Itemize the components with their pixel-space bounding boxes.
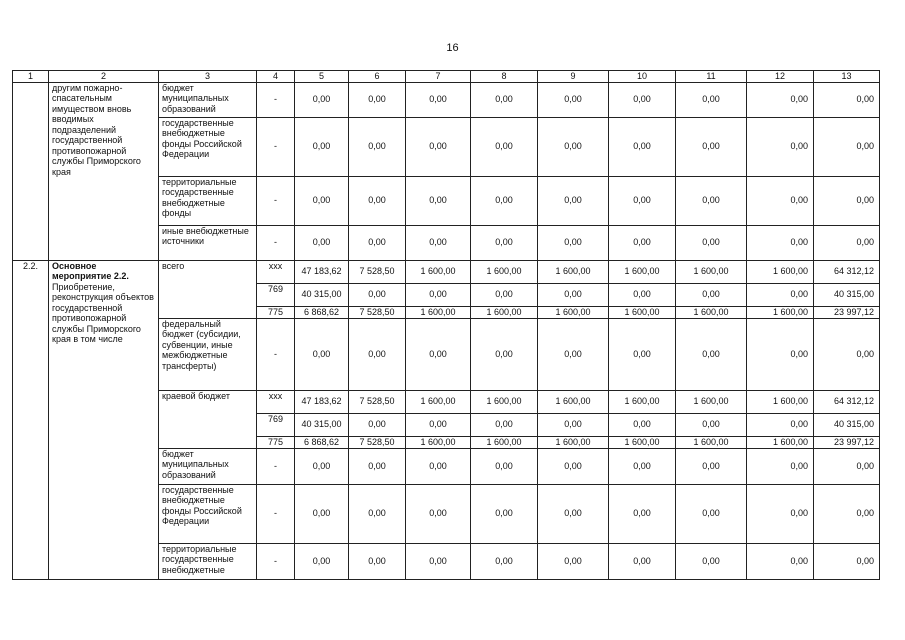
value-cell: 0,00 bbox=[676, 82, 747, 117]
source-cell: всего bbox=[159, 260, 257, 318]
value-cell: 0,00 bbox=[538, 484, 609, 543]
value-cell: 1 600,00 bbox=[471, 390, 538, 413]
value-cell: 0,00 bbox=[609, 484, 676, 543]
value-cell: 0,00 bbox=[349, 283, 406, 306]
value-cell: 0,00 bbox=[349, 543, 406, 579]
value-cell: 0,00 bbox=[609, 413, 676, 436]
measure-name-cell: другим пожарно-спасательным имуществом вновь вводимых подразделений государственной противопожарной службы Приморского края bbox=[49, 82, 159, 260]
value-cell: 0,00 bbox=[747, 448, 814, 484]
value-cell: 0,00 bbox=[406, 176, 471, 225]
row-number-cell: 2.2. bbox=[13, 260, 49, 579]
value-cell: 0,00 bbox=[295, 448, 349, 484]
value-cell: 1 600,00 bbox=[471, 306, 538, 318]
value-cell: 0,00 bbox=[609, 318, 676, 390]
value-cell: 47 183,62 bbox=[295, 260, 349, 283]
value-cell: 0,00 bbox=[538, 543, 609, 579]
value-cell: 1 600,00 bbox=[676, 436, 747, 448]
value-cell: 40 315,00 bbox=[814, 413, 880, 436]
value-cell: 0,00 bbox=[609, 448, 676, 484]
source-cell: бюджет муниципальных образований bbox=[159, 448, 257, 484]
value-cell: 1 600,00 bbox=[406, 260, 471, 283]
value-cell: 0,00 bbox=[676, 448, 747, 484]
header-cell: 7 bbox=[406, 71, 471, 83]
value-cell: 0,00 bbox=[538, 82, 609, 117]
value-cell: 1 600,00 bbox=[406, 306, 471, 318]
code-cell: - bbox=[257, 484, 295, 543]
value-cell: 0,00 bbox=[406, 225, 471, 260]
value-cell: 0,00 bbox=[609, 225, 676, 260]
value-cell: 0,00 bbox=[676, 117, 747, 176]
value-cell: 0,00 bbox=[747, 318, 814, 390]
value-cell: 1 600,00 bbox=[538, 260, 609, 283]
value-cell: 0,00 bbox=[538, 283, 609, 306]
value-cell: 1 600,00 bbox=[471, 260, 538, 283]
value-cell: 1 600,00 bbox=[538, 390, 609, 413]
value-cell: 0,00 bbox=[814, 484, 880, 543]
value-cell: 0,00 bbox=[471, 117, 538, 176]
row-number-cell bbox=[13, 82, 49, 260]
code-cell: - bbox=[257, 117, 295, 176]
value-cell: 0,00 bbox=[609, 117, 676, 176]
value-cell: 0,00 bbox=[814, 225, 880, 260]
code-cell: 775 bbox=[257, 436, 295, 448]
value-cell: 0,00 bbox=[471, 283, 538, 306]
value-cell: 0,00 bbox=[814, 448, 880, 484]
budget-table bbox=[12, 70, 880, 580]
value-cell: 0,00 bbox=[676, 484, 747, 543]
value-cell: 64 312,12 bbox=[814, 260, 880, 283]
header-cell: 11 bbox=[676, 71, 747, 83]
value-cell: 1 600,00 bbox=[747, 260, 814, 283]
value-cell: 1 600,00 bbox=[747, 306, 814, 318]
value-cell: 1 600,00 bbox=[538, 436, 609, 448]
value-cell: 0,00 bbox=[676, 413, 747, 436]
source-cell: иные внебюджетные источники bbox=[159, 225, 257, 260]
table-row bbox=[13, 260, 880, 283]
value-cell: 0,00 bbox=[471, 448, 538, 484]
code-cell: - bbox=[257, 543, 295, 579]
code-cell: 775 bbox=[257, 306, 295, 318]
value-cell: 0,00 bbox=[609, 283, 676, 306]
value-cell: 0,00 bbox=[538, 117, 609, 176]
value-cell: 0,00 bbox=[609, 176, 676, 225]
value-cell: 64 312,12 bbox=[814, 390, 880, 413]
value-cell: 0,00 bbox=[406, 448, 471, 484]
value-cell: 0,00 bbox=[747, 117, 814, 176]
value-cell: 0,00 bbox=[747, 176, 814, 225]
code-cell: 769 bbox=[257, 413, 295, 436]
value-cell: 7 528,50 bbox=[349, 436, 406, 448]
value-cell: 40 315,00 bbox=[295, 283, 349, 306]
source-cell: краевой бюджет bbox=[159, 390, 257, 448]
value-cell: 0,00 bbox=[406, 117, 471, 176]
value-cell: 0,00 bbox=[406, 413, 471, 436]
value-cell: 0,00 bbox=[471, 318, 538, 390]
header-cell: 13 bbox=[814, 71, 880, 83]
value-cell: 0,00 bbox=[609, 82, 676, 117]
table-row bbox=[13, 82, 880, 117]
value-cell: 7 528,50 bbox=[349, 306, 406, 318]
measure-title: Основное мероприятие 2.2. bbox=[52, 260, 129, 281]
code-cell: ххх bbox=[257, 260, 295, 283]
value-cell: 0,00 bbox=[349, 225, 406, 260]
header-cell: 5 bbox=[295, 71, 349, 83]
value-cell: 0,00 bbox=[676, 318, 747, 390]
value-cell: 6 868,62 bbox=[295, 436, 349, 448]
value-cell: 0,00 bbox=[471, 484, 538, 543]
value-cell: 0,00 bbox=[349, 484, 406, 543]
page-number: 16 bbox=[446, 42, 459, 54]
value-cell: 0,00 bbox=[471, 413, 538, 436]
value-cell: 0,00 bbox=[538, 448, 609, 484]
value-cell: 0,00 bbox=[676, 543, 747, 579]
source-cell: государственные внебюджетные фонды Российской Федерации bbox=[159, 117, 257, 176]
value-cell: 0,00 bbox=[295, 543, 349, 579]
value-cell: 0,00 bbox=[471, 82, 538, 117]
value-cell: 0,00 bbox=[349, 318, 406, 390]
value-cell: 1 600,00 bbox=[406, 390, 471, 413]
value-cell: 0,00 bbox=[295, 176, 349, 225]
header-cell: 10 bbox=[609, 71, 676, 83]
code-cell: - bbox=[257, 176, 295, 225]
source-cell: бюджет муниципальных образований bbox=[159, 82, 257, 117]
source-cell: федеральный бюджет (субсидии, субвенции, иные межбюджетные трансферты) bbox=[159, 318, 257, 390]
value-cell: 40 315,00 bbox=[295, 413, 349, 436]
value-cell: 40 315,00 bbox=[814, 283, 880, 306]
value-cell: 0,00 bbox=[406, 484, 471, 543]
value-cell: 0,00 bbox=[406, 318, 471, 390]
measure-description: Приобретение, реконструкция объектов государственной противопожарной службы Приморского края в том числе bbox=[52, 281, 154, 344]
value-cell: 1 600,00 bbox=[538, 306, 609, 318]
code-cell: - bbox=[257, 318, 295, 390]
value-cell: 0,00 bbox=[814, 543, 880, 579]
value-cell: 1 600,00 bbox=[609, 390, 676, 413]
value-cell: 0,00 bbox=[538, 225, 609, 260]
value-cell: 0,00 bbox=[295, 484, 349, 543]
value-cell: 0,00 bbox=[609, 543, 676, 579]
header-cell: 4 bbox=[257, 71, 295, 83]
value-cell: 0,00 bbox=[406, 82, 471, 117]
value-cell: 0,00 bbox=[814, 176, 880, 225]
code-cell: - bbox=[257, 82, 295, 117]
value-cell: 0,00 bbox=[349, 117, 406, 176]
source-cell: государственные внебюджетные фонды Российской Федерации bbox=[159, 484, 257, 543]
value-cell: 7 528,50 bbox=[349, 390, 406, 413]
value-cell: 6 868,62 bbox=[295, 306, 349, 318]
value-cell: 0,00 bbox=[295, 225, 349, 260]
value-cell: 1 600,00 bbox=[609, 306, 676, 318]
measure-name-cell bbox=[49, 260, 159, 579]
source-cell: территориальные государственные внебюджетные фонды bbox=[159, 176, 257, 225]
code-cell: ххх bbox=[257, 390, 295, 413]
value-cell: 1 600,00 bbox=[471, 436, 538, 448]
value-cell: 1 600,00 bbox=[676, 390, 747, 413]
value-cell: 0,00 bbox=[349, 82, 406, 117]
value-cell: 0,00 bbox=[406, 543, 471, 579]
header-cell: 9 bbox=[538, 71, 609, 83]
value-cell: 0,00 bbox=[349, 448, 406, 484]
value-cell: 23 997,12 bbox=[814, 306, 880, 318]
header-cell: 1 bbox=[13, 71, 49, 83]
value-cell: 1 600,00 bbox=[747, 390, 814, 413]
value-cell: 0,00 bbox=[676, 283, 747, 306]
code-cell: 769 bbox=[257, 283, 295, 306]
value-cell: 0,00 bbox=[747, 225, 814, 260]
value-cell: 0,00 bbox=[747, 543, 814, 579]
header-cell: 8 bbox=[471, 71, 538, 83]
value-cell: 0,00 bbox=[349, 413, 406, 436]
value-cell: 0,00 bbox=[471, 543, 538, 579]
value-cell: 23 997,12 bbox=[814, 436, 880, 448]
value-cell: 0,00 bbox=[349, 176, 406, 225]
value-cell: 0,00 bbox=[676, 176, 747, 225]
value-cell: 1 600,00 bbox=[747, 436, 814, 448]
header-cell: 2 bbox=[49, 71, 159, 83]
value-cell: 0,00 bbox=[814, 117, 880, 176]
value-cell: 1 600,00 bbox=[406, 436, 471, 448]
value-cell: 1 600,00 bbox=[676, 260, 747, 283]
code-cell: - bbox=[257, 225, 295, 260]
source-cell: территориальные государственные внебюджетные bbox=[159, 543, 257, 579]
value-cell: 0,00 bbox=[747, 82, 814, 117]
value-cell: 0,00 bbox=[538, 318, 609, 390]
header-cell: 12 bbox=[747, 71, 814, 83]
value-cell: 0,00 bbox=[471, 176, 538, 225]
value-cell: 7 528,50 bbox=[349, 260, 406, 283]
value-cell: 0,00 bbox=[471, 225, 538, 260]
value-cell: 0,00 bbox=[295, 318, 349, 390]
value-cell: 0,00 bbox=[747, 413, 814, 436]
header-row bbox=[13, 71, 880, 83]
value-cell: 47 183,62 bbox=[295, 390, 349, 413]
value-cell: 0,00 bbox=[295, 117, 349, 176]
value-cell: 1 600,00 bbox=[676, 306, 747, 318]
value-cell: 0,00 bbox=[814, 318, 880, 390]
header-cell: 3 bbox=[159, 71, 257, 83]
value-cell: 0,00 bbox=[676, 225, 747, 260]
value-cell: 1 600,00 bbox=[609, 436, 676, 448]
value-cell: 0,00 bbox=[814, 82, 880, 117]
code-cell: - bbox=[257, 448, 295, 484]
value-cell: 0,00 bbox=[747, 484, 814, 543]
value-cell: 0,00 bbox=[295, 82, 349, 117]
value-cell: 0,00 bbox=[406, 283, 471, 306]
value-cell: 0,00 bbox=[538, 413, 609, 436]
header-cell: 6 bbox=[349, 71, 406, 83]
value-cell: 0,00 bbox=[538, 176, 609, 225]
value-cell: 0,00 bbox=[747, 283, 814, 306]
value-cell: 1 600,00 bbox=[609, 260, 676, 283]
